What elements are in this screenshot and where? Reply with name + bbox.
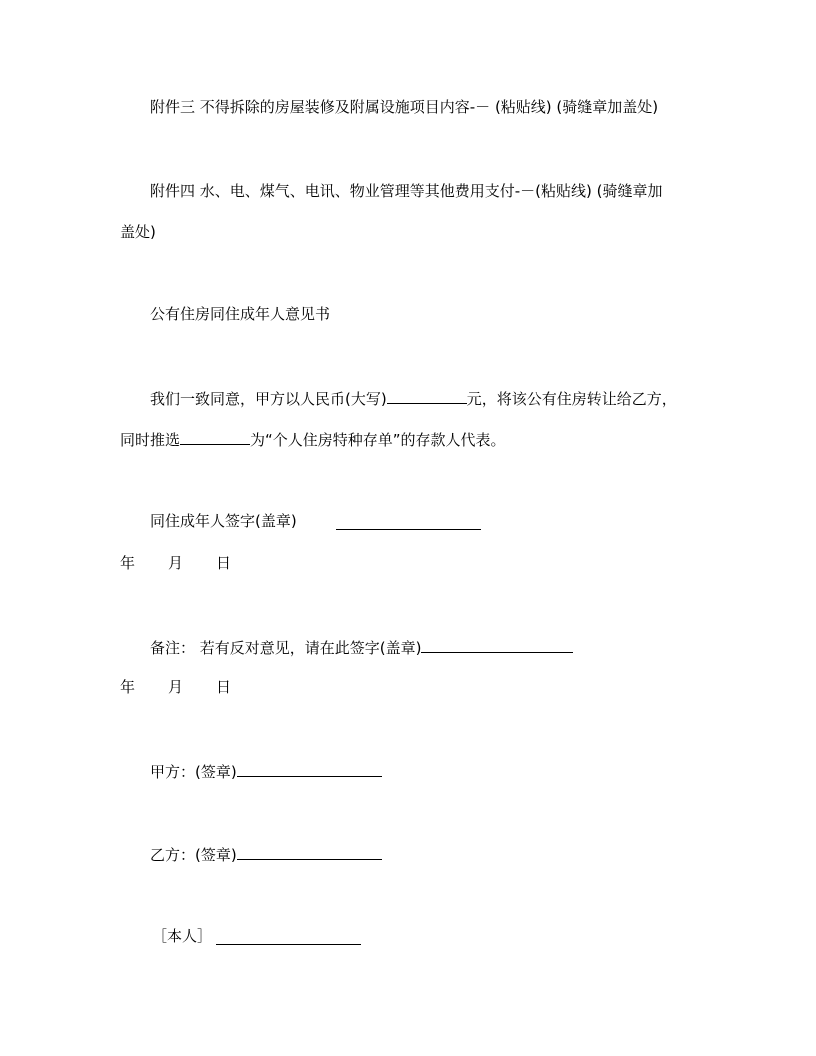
- party-b-sign-blank-line[interactable]: [237, 843, 382, 860]
- remark-row: [150, 636, 573, 658]
- party-a-label: 甲方：(签章): [150, 763, 237, 781]
- date-month-1: 月: [168, 554, 184, 572]
- attachment-four-line-2: [120, 222, 156, 244]
- cohabitant-sign-label: 同住成年人签字(盖章): [150, 512, 297, 530]
- date-row-2: [120, 677, 231, 699]
- self-sign-blank-line[interactable]: [216, 928, 361, 945]
- remark-label: 备注： 若有反对意见，请在此签字(盖章): [150, 639, 422, 657]
- opinion-para-text-1b: 元，将该公有住房转让给乙方，: [466, 390, 677, 408]
- attachment-four-text-1: 附件四 水、电、煤气、电讯、物业管理等其他费用支付-－(粘贴线) (骑缝章加: [150, 182, 663, 200]
- attachment-four-line-1: [150, 181, 663, 203]
- attachment-three: [150, 97, 658, 119]
- opinion-paragraph-line-1: [150, 387, 677, 409]
- date-year-1: 年: [120, 554, 136, 572]
- opinion-para-text-1a: 我们一致同意，甲方以人民币(大写): [150, 390, 387, 408]
- date-month-2: 月: [168, 678, 184, 696]
- date-year-2: 年: [120, 678, 136, 696]
- opinion-para-text-2a: 同时推选: [120, 431, 181, 449]
- self-row: [152, 926, 212, 948]
- party-b-row: [150, 843, 382, 865]
- opinion-para-text-2b: 为“个人住房特种存单”的存款人代表。: [250, 431, 506, 449]
- date-row-1: [120, 553, 231, 575]
- party-a-sign-blank-line[interactable]: [237, 760, 382, 777]
- cohabitant-sign-row: [150, 511, 297, 533]
- date-day-1: 日: [216, 554, 232, 572]
- attachment-four-text-2: 盖处): [120, 223, 156, 241]
- opinion-title-text: 公有住房同住成年人意见书: [150, 305, 331, 323]
- opinion-title: [150, 304, 330, 326]
- party-a-row: [150, 760, 382, 782]
- amount-blank-line[interactable]: [387, 387, 467, 404]
- remark-sign-blank-line[interactable]: [421, 636, 573, 653]
- party-b-label: 乙方：(签章): [150, 846, 237, 864]
- cohabitant-sign-blank-line[interactable]: [336, 513, 481, 530]
- representative-blank-line[interactable]: [180, 428, 250, 445]
- self-label: ［本人］: [152, 927, 213, 945]
- opinion-paragraph-line-2: [120, 428, 506, 450]
- date-day-2: 日: [216, 678, 232, 696]
- attachment-three-text: 附件三 不得拆除的房屋装修及附属设施项目内容-－ (粘贴线) (骑缝章加盖处): [150, 98, 659, 116]
